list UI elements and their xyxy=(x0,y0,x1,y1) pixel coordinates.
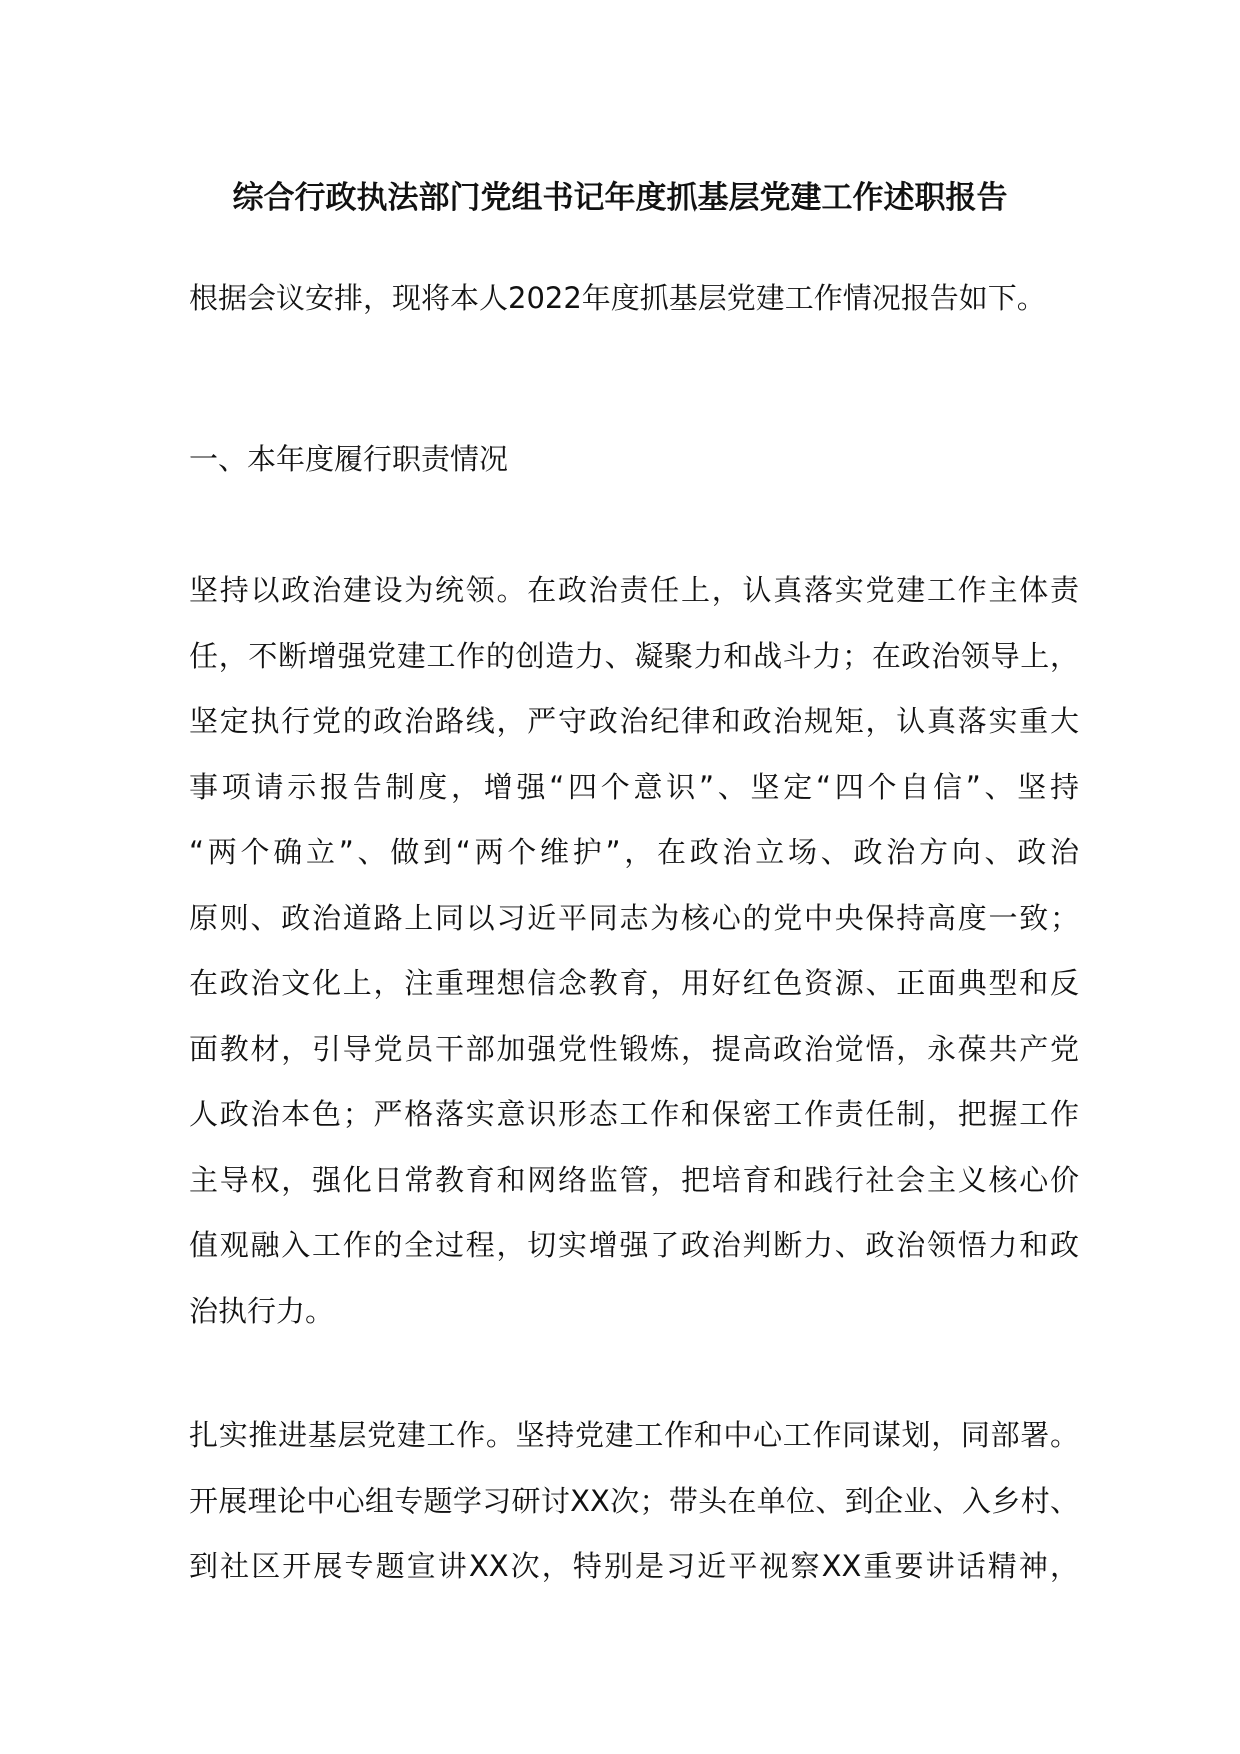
paragraph-line: 任，不断增强党建工作的创造力、凝聚力和战斗力；在政治领导上， xyxy=(189,638,1079,673)
intro-paragraph: 根据会议安排，现将本人2022年度抓基层党建工作情况报告如下。 xyxy=(189,281,1046,315)
paragraph-line: 到社区开展专题宣讲XX次，特别是习近平视察XX重要讲话精神， xyxy=(189,1549,1079,1583)
paragraph-line: 在政治文化上，注重理想信念教育，用好红色资源、正面典型和反 xyxy=(189,966,1079,1000)
paragraph-line: 面教材，引导党员干部加强党性锻炼，提高政治觉悟，永葆共产党 xyxy=(189,1031,1079,1066)
section-heading: 一、本年度履行职责情况 xyxy=(189,442,509,476)
paragraph-line: 坚定执行党的政治路线，严守政治纪律和政治规矩，认真落实重大 xyxy=(189,704,1079,738)
paragraph-line: “两个确立”、做到“两个维护”，在政治立场、政治方向、政治 xyxy=(189,835,1079,869)
paragraph-line: 扎实推进基层党建工作。坚持党建工作和中心工作同谋划，同部署。 xyxy=(189,1418,1079,1452)
paragraph-line: 开展理论中心组专题学习研讨XX次；带头在单位、到企业、入乡村、 xyxy=(189,1483,1079,1518)
paragraph-line: 坚持以政治建设为统领。在政治责任上，认真落实党建工作主体责 xyxy=(189,573,1079,607)
paragraph-line: 事项请示报告制度，增强“四个意识”、坚定“四个自信”、坚持 xyxy=(189,769,1079,804)
paragraph-line: 原则、政治道路上同以习近平同志为核心的党中央保持高度一致； xyxy=(189,900,1079,935)
document-title: 综合行政执法部门党组书记年度抓基层党建工作述职报告 xyxy=(232,180,1008,216)
paragraph-line: 治执行力。 xyxy=(189,1293,335,1328)
paragraph-line: 人政治本色；严格落实意识形态工作和保密工作责任制，把握工作 xyxy=(189,1097,1079,1131)
paragraph-line: 值观融入工作的全过程，切实增强了政治判断力、政治领悟力和政 xyxy=(189,1228,1079,1262)
paragraph-line: 主导权，强化日常教育和网络监管，把培育和践行社会主义核心价 xyxy=(189,1162,1079,1197)
